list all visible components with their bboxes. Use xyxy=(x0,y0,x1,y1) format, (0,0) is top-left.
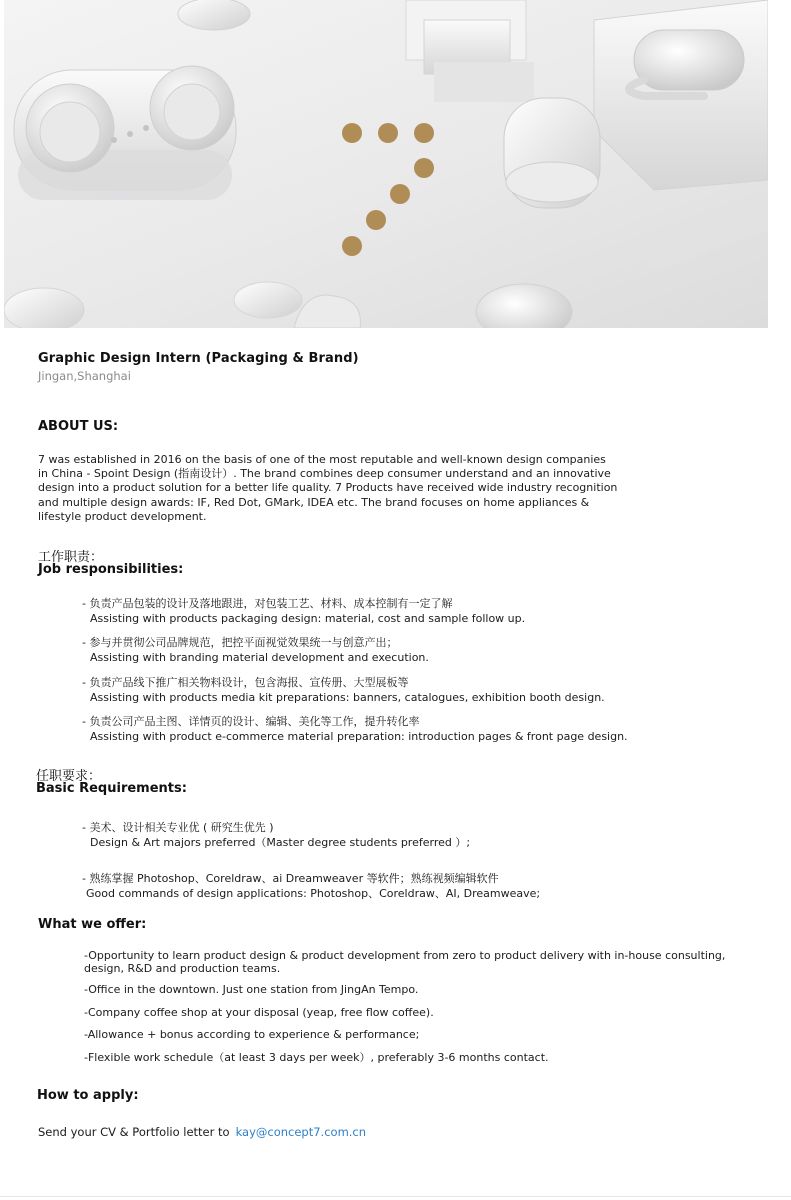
offer-item: -Flexible work schedule（at least 3 days per week）, preferably 3-6 months contact. xyxy=(84,1051,549,1064)
offer-heading: What we offer: xyxy=(38,917,147,932)
email-link[interactable]: kay@concept7.com.cn xyxy=(235,1125,367,1139)
responsibility-item xyxy=(82,675,605,705)
about-line: lifestyle product development. xyxy=(38,509,207,523)
responsibility-item xyxy=(82,635,429,665)
product-illustration xyxy=(4,0,768,328)
hero-image xyxy=(4,0,768,328)
requirement-item xyxy=(82,820,470,850)
brand-logo-dots xyxy=(342,123,434,256)
requirement-item xyxy=(82,871,540,901)
responsibility-en: Assisting with branding material development and execution. xyxy=(90,651,429,664)
job-title: Graphic Design Intern (Packaging & Brand) xyxy=(38,351,359,366)
about-line: design into a product solution for a better life quality. 7 Products have received wide industry recognition xyxy=(38,481,618,495)
responsibility-zh: - 参与并贯彻公司品牌规范，把控平面视觉效果统一与创意产出； xyxy=(82,636,398,649)
apply-line xyxy=(38,1125,366,1139)
responsibility-zh: - 负责产品包装的设计及落地跟进，对包装工艺、材料、成本控制有一定了解 xyxy=(82,597,453,610)
responsibility-item xyxy=(82,714,628,744)
about-line: 7 was established in 2016 on the basis of one of the most reputable and well-known design companies xyxy=(38,453,606,466)
responsibility-zh: - 负责公司产品主图、详情页的设计、编辑、美化等工作，提升转化率 xyxy=(82,715,420,728)
responsibility-zh: - 负责产品线下推广相关物料设计，包含海报、宣传册、大型展板等 xyxy=(82,676,409,689)
requirement-zh: - 熟练掌握 Photoshop、Coreldraw、ai Dreamweaver 等软件；熟练视频编辑软件 xyxy=(82,872,499,885)
responsibilities-heading: Job responsibilities: xyxy=(38,562,184,577)
offer-item: -Allowance + bonus according to experience & performance; xyxy=(84,1028,420,1041)
about-paragraph xyxy=(38,453,738,524)
apply-heading: How to apply: xyxy=(37,1088,139,1103)
job-location: Jingan,Shanghai xyxy=(38,369,131,383)
responsibility-en: Assisting with products media kit preparations: banners, catalogues, exhibition booth design. xyxy=(90,691,605,704)
divider xyxy=(0,1196,791,1197)
about-line: in China - Spoint Design (指南设计）. The brand combines deep consumer understand and an innovative xyxy=(38,467,611,481)
responsibility-item xyxy=(82,596,525,626)
offer-item: -Opportunity to learn product design & product development from zero to product delivery with in-house consulting, design, R&D and production teams. xyxy=(84,949,726,975)
offer-item: -Office in the downtown. Just one station from JingAn Tempo. xyxy=(84,983,419,996)
requirements-heading: Basic Requirements: xyxy=(36,781,187,796)
requirements-heading-cn: 任职要求： xyxy=(36,769,102,784)
responsibility-en: Assisting with product e-commerce material preparation: introduction pages & front page design. xyxy=(90,730,628,743)
offer-item: -Company coffee shop at your disposal (yeap, free flow coffee). xyxy=(84,1006,434,1019)
requirement-en: Good commands of design applications: Photoshop、Coreldraw、AI, Dreamweave; xyxy=(86,887,541,900)
requirement-zh: - 美术、设计相关专业优 ( 研究生优先 ) xyxy=(82,821,274,834)
responsibility-en: Assisting with products packaging design: material, cost and sample follow up. xyxy=(90,612,526,625)
about-heading: ABOUT US: xyxy=(38,419,119,434)
about-line: and multiple design awards: IF, Red Dot, GMark, IDEA etc. The brand focuses on home appliances & xyxy=(38,495,590,509)
requirement-en: Design & Art majors preferred（Master degree students preferred ）; xyxy=(90,836,471,849)
responsibilities-heading-cn: 工作职责： xyxy=(38,550,104,565)
apply-text: Send your CV & Portfolio letter to xyxy=(38,1125,230,1139)
